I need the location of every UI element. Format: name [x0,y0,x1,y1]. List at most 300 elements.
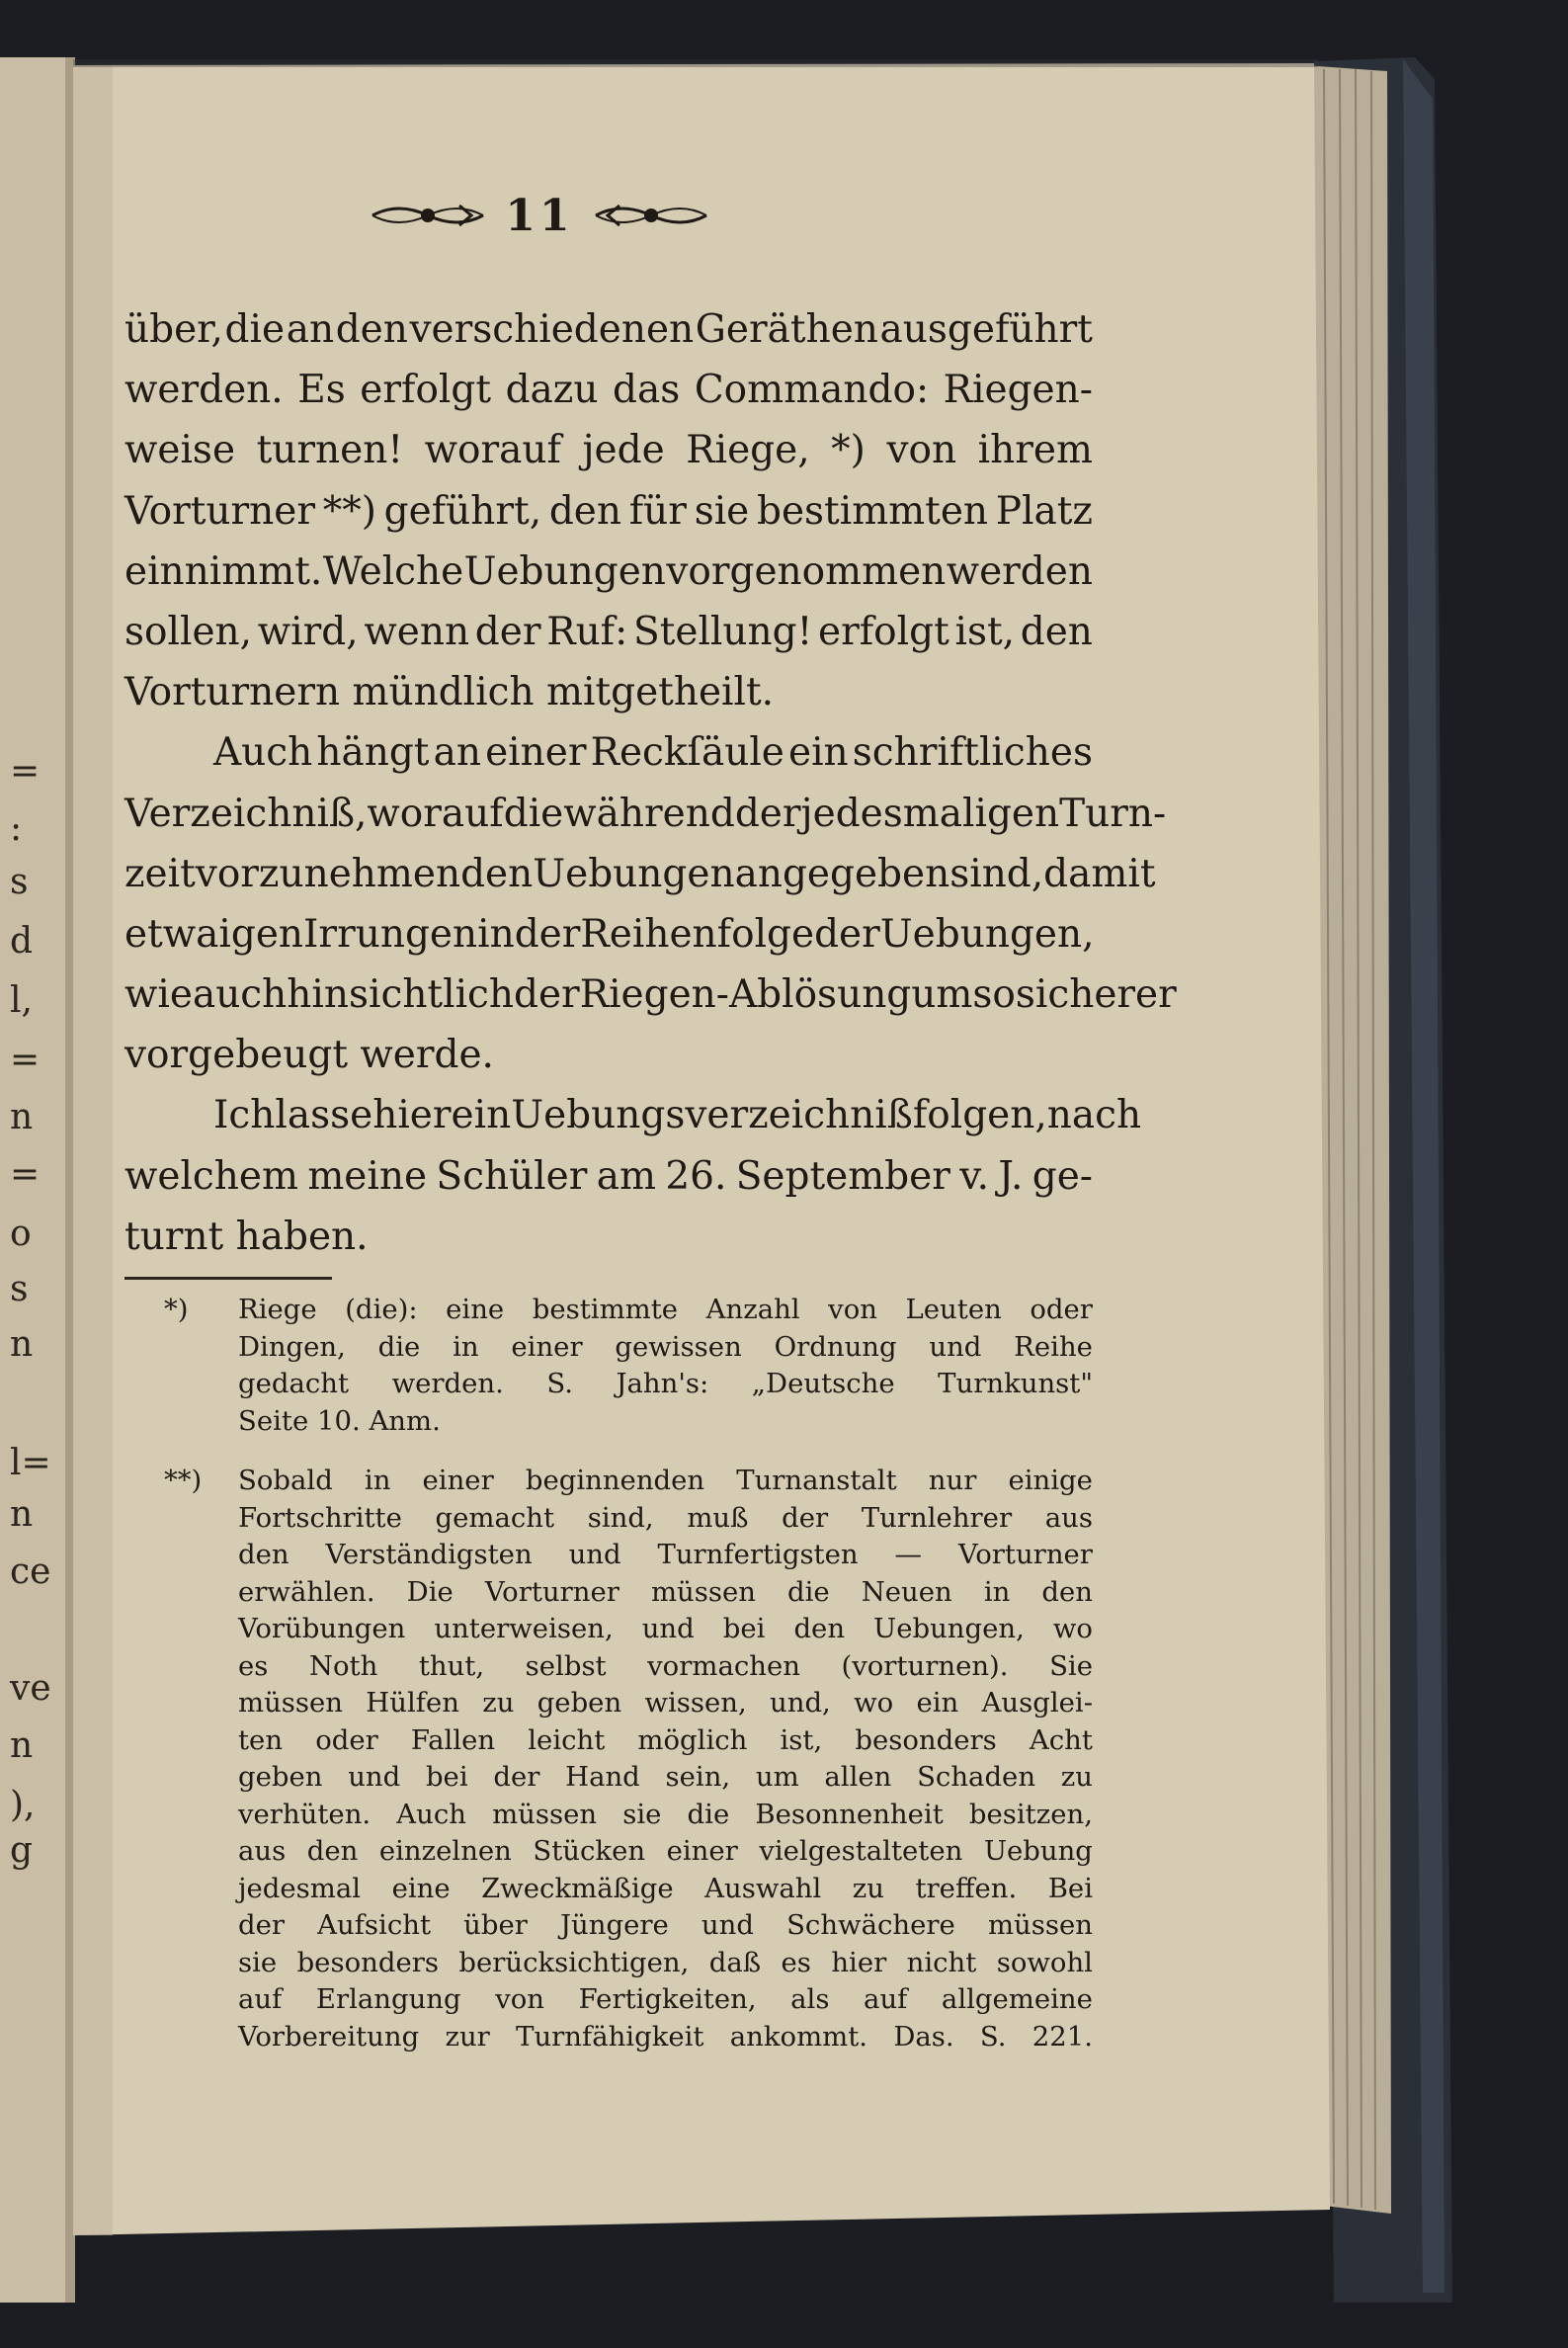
edge-char: : [10,808,23,849]
word: hier [831,1946,887,1978]
word: Dingen, [238,1330,346,1363]
word: über [463,1909,528,1941]
word: Schaden [917,1761,1036,1793]
word: worauf [424,428,561,473]
word: oder [315,1723,378,1756]
word: die [687,1798,730,1830]
word: Welche [322,548,464,594]
word: Uebungen [533,851,735,896]
word: Uebungen, [879,911,1095,957]
word: einnimmt. [124,548,323,594]
word: vielgestalteten [759,1835,963,1867]
word: Fertigkeiten, [578,1983,757,2015]
word: turnen! [256,428,404,473]
word: die [224,307,286,352]
word: an [286,307,335,352]
word: besonders [855,1723,997,1756]
word: werden [946,548,1093,594]
word: — [894,1539,922,1570]
footnote-2 [124,1463,1093,2055]
word: selbst [525,1649,607,1682]
word: einer [485,730,587,776]
word: nach [1046,1093,1142,1138]
word: erwählen. [238,1575,375,1608]
word: dazu [505,368,599,413]
footnote-line [124,1685,1093,1722]
word: so [972,972,1016,1018]
text-line [124,602,1093,662]
word: sicherer [1015,972,1177,1018]
left-ornament-icon [369,198,487,233]
text-line [124,844,1156,904]
word: Stellung! [632,609,813,654]
word: über, [124,307,223,352]
word: worauf [367,791,504,836]
word: schriftliches [852,730,1093,776]
footnote-line [124,1611,1093,1648]
word: in [453,1330,479,1363]
footnote-line [124,1907,1093,1945]
footnote-line [124,1366,1093,1403]
footnote-line [124,1871,1093,1908]
word: sie [622,1798,662,1830]
word: für [628,488,687,534]
word: werden. [124,368,284,413]
word: v. [959,1153,990,1199]
word: werden. [391,1368,504,1399]
word: wo [854,1687,894,1719]
word: die [786,1575,830,1608]
word: thut, [418,1649,485,1682]
word: um [911,972,973,1018]
word: hängt [316,730,430,776]
word: aus [238,1835,287,1867]
footnote-line [124,1759,1093,1797]
text-line: vorgebeugt werde. [124,1033,494,1078]
word: Die [406,1575,454,1608]
footnote-line: Seite 10. Anm. [238,1404,441,1437]
word: beginnenden [525,1465,705,1496]
edge-char: = [10,751,41,792]
edge-char: ve [10,1668,51,1709]
word: den [335,307,408,352]
word: oder [1030,1294,1093,1325]
word: von [495,1983,545,2015]
word: müssen [492,1798,598,1830]
word: ein [916,1687,959,1719]
page-number: 11 [505,190,574,241]
word: vormachen [647,1649,800,1682]
page-header [0,181,1093,250]
word: Ausglei- [981,1687,1093,1719]
word: während [563,791,735,836]
footnote-line [124,1500,1093,1538]
word: sowohl [996,1946,1093,1978]
word: weise [124,428,236,473]
word: den [1020,609,1093,654]
footnote-mark: **) [164,1465,203,1496]
word: Schwächere [786,1909,955,1941]
edge-char: s [10,862,29,902]
word: Jüngere [560,1909,669,1941]
text-line [124,964,1177,1025]
footnote-line [124,1537,1093,1574]
edge-char: o [10,1214,32,1254]
word: nicht [906,1946,977,1978]
word: einige [1008,1465,1093,1496]
word: zeit [124,851,196,896]
word: Acht [1029,1723,1093,1756]
word: Hülfen [366,1687,459,1719]
word: von [828,1294,877,1325]
word: auf [238,1983,283,2015]
word: besonders [296,1946,439,1978]
word: Besonnenheit [755,1798,944,1830]
word: Fortschritte [238,1501,402,1534]
word: müssen [987,1909,1093,1941]
word: Ordnung [774,1330,897,1363]
word: Bei [1047,1872,1093,1904]
word: sollen, [124,609,253,654]
word: 221. [1032,2020,1093,2053]
footnote-rule [124,1277,332,1280]
word: sind, [949,851,1044,896]
word: es [238,1649,269,1682]
text-line [124,1146,1093,1207]
edge-char: s [10,1269,29,1309]
word: „Deutsche [751,1368,895,1399]
word: Verständigsten [325,1539,533,1570]
word: geführt, [383,488,542,534]
word: Uebung [983,1835,1093,1867]
word: Irrungen [303,911,478,957]
word: ten [238,1723,284,1756]
word: sind, [587,1501,654,1534]
word: in [364,1465,391,1496]
word: Riegen-Ablösung [579,972,912,1018]
word: Reckſäule [590,730,784,776]
word: wird, [257,609,359,654]
word: Riegen- [943,368,1093,413]
word: Das. [893,2020,954,2053]
footnote-line [124,2019,1093,2056]
word: und [929,1330,982,1363]
footnote-line [124,1574,1093,1612]
word: sie [694,488,750,534]
word: gedacht [238,1368,350,1399]
word: hier [372,1093,452,1138]
word: allen [824,1761,892,1793]
word: auf [864,1983,908,2015]
word: der [238,1909,286,1941]
word: Turnfähigkeit [516,2020,704,2053]
text-line [124,1085,1142,1145]
word: Vorübungen [238,1613,406,1644]
edge-char: d [10,921,34,962]
word: den [793,1613,846,1644]
word: Riege, [686,428,810,473]
edge-char: n [10,1324,34,1365]
word: Auswahl [704,1872,822,1904]
edge-char: ), [10,1785,36,1825]
word: treffen. [915,1872,1018,1904]
footnote-line [124,1981,1093,2019]
word: Ruf: [546,609,628,654]
word: jedesmal [238,1872,362,1904]
word: berücksichtigen, [458,1946,690,1978]
word: möglich [637,1723,748,1756]
word: jedesmaligen [800,791,1060,836]
word: nur [928,1465,977,1496]
word: einer [666,1835,738,1867]
word: einer [422,1465,494,1496]
word: die [377,1330,421,1363]
word: und [701,1909,754,1941]
word: bestimmten [757,488,989,534]
footnote-line [124,1833,1093,1871]
word: ausgeführt [879,307,1093,352]
word: Turn- [1059,791,1167,836]
word: als [790,1983,830,2015]
word: einer [511,1330,583,1363]
word: ist, [954,609,1016,654]
edge-char: ce [10,1551,51,1592]
word: und [568,1539,621,1570]
word: Neuen [861,1575,952,1608]
word: müssen [650,1575,756,1608]
word: und [348,1761,401,1793]
word: das [613,368,681,413]
footnote-mark: *) [164,1294,189,1325]
word: bei [722,1613,766,1644]
footnote-line [124,1945,1093,1982]
word: Vorturner [124,488,315,534]
word: Erlangung [315,1983,461,2015]
word: besitzen, [968,1798,1093,1830]
word: wenn [364,609,470,654]
word: **) [322,488,376,534]
word: Zweckmäßige [481,1872,674,1904]
word: müssen [238,1687,343,1719]
left-page-margin-letters [0,0,71,2348]
word: von [886,428,957,473]
word: ein [451,1093,512,1138]
word: etwaigen [124,911,304,957]
edge-char: = [10,1040,41,1080]
text-line [124,360,1093,420]
word: um [755,1761,799,1793]
word: der [514,972,580,1018]
text-line [124,420,1093,480]
word: Verzeichniß, [124,791,368,836]
footnote-line [124,1648,1093,1686]
word: Hand [565,1761,640,1793]
word: Ich [213,1093,276,1138]
edge-char: = [10,1154,41,1195]
word: Es [297,368,346,413]
word: daß [708,1946,762,1978]
word: bestimmte [532,1294,679,1325]
footnote-line [124,1722,1093,1760]
word: Fallen [410,1723,496,1756]
word: lasse [275,1093,373,1138]
word: eine [391,1872,451,1904]
word: 26. [665,1153,727,1199]
text-line [124,784,1167,844]
word: wo [1052,1613,1093,1644]
footnote-1 [124,1292,1093,1440]
word: der [814,911,880,957]
word: (vorturnen). [841,1649,1009,1682]
word: wie [124,972,193,1018]
edge-char: n [10,1097,34,1137]
word: Jahn's: [616,1368,709,1399]
word: folgen, [912,1093,1047,1138]
edge-char: l, [10,980,33,1021]
word: und, [770,1687,831,1719]
word: Turnanstalt [736,1465,897,1496]
word: ihrem [977,428,1093,473]
word: der [514,911,581,957]
word: *) [831,428,866,473]
word: verhüten. [238,1798,371,1830]
word: zu [482,1687,515,1719]
text-line: turnt haben. [124,1214,369,1259]
edge-char: n [10,1725,34,1766]
word: Auch [213,730,313,776]
text-line: Vorturnern mündlich mitgetheilt. [124,670,775,715]
edge-char: g [10,1830,34,1871]
word: muß [687,1501,749,1534]
word: Schüler [436,1153,588,1199]
word: wissen, [644,1687,747,1719]
word: der [474,609,541,654]
word: J. [998,1153,1024,1199]
word: angegeben [734,851,950,896]
word: September [735,1153,950,1199]
word: damit [1043,851,1156,896]
text-line [124,542,1093,602]
word: zu [1060,1761,1093,1793]
word: (die): [345,1294,418,1325]
edge-char: l= [10,1443,51,1483]
word: meine [307,1153,428,1199]
word: geben [238,1761,323,1793]
word: in [477,911,515,957]
text-line [124,722,1093,783]
word: einzelnen [378,1835,512,1867]
word: Auch [396,1798,466,1830]
word: hinsichtlich [287,972,515,1018]
word: der [734,791,801,836]
word: vorzunehmenden [195,851,534,896]
word: Uebungen, [873,1613,1025,1644]
word: Platz [995,488,1093,534]
word: der [782,1501,829,1534]
word: Stücken [533,1835,646,1867]
word: vorgenommen [666,548,947,594]
word: Turnkunst" [938,1368,1093,1399]
word: in [983,1575,1011,1608]
word: geben [536,1687,622,1719]
text-line [124,299,1093,360]
word: Commando: [694,368,930,413]
word: auch [192,972,288,1018]
word: ankommt. [729,2020,868,2053]
word: zu [852,1872,884,1904]
body-text [124,299,1177,1267]
word: ge- [1032,1153,1093,1199]
word: gemacht [435,1501,555,1534]
word: sie [238,1946,278,1978]
word: Leuten [905,1294,1002,1325]
word: ein [787,730,849,776]
word: Anzahl [705,1294,800,1325]
word: Noth [308,1649,378,1682]
word: Turnlehrer [861,1501,1013,1534]
text-line [124,481,1093,542]
word: Uebungsverzeichniß [511,1093,913,1138]
word: an [433,730,481,776]
word: Sobald [238,1465,333,1496]
word: die [503,791,564,836]
word: gewissen [615,1330,742,1363]
word: leicht [528,1723,606,1756]
word: S. [546,1368,573,1399]
word: eine [446,1294,505,1325]
word: Geräthen [695,307,878,352]
word: jede [582,428,665,473]
word: bei [425,1761,468,1793]
word: Vorturner [957,1539,1093,1570]
word: am [596,1153,656,1199]
word: Reihenfolge [580,911,815,957]
word: S. [979,2020,1007,2053]
word: erfolgt [360,368,492,413]
word: Vorturner [484,1575,619,1608]
word: Riege [238,1294,317,1325]
word: und [641,1613,695,1644]
word: Reihe [1014,1330,1093,1363]
footnote-line [124,1797,1093,1834]
word: Aufsicht [317,1909,431,1941]
word: der [493,1761,540,1793]
word: sein, [665,1761,731,1793]
word: verschiedenen [409,307,695,352]
word: allgemeine [941,1983,1093,2015]
word: Uebungen [463,548,666,594]
footnote-line [124,1329,1093,1367]
text-line [124,904,1093,964]
page-text [124,181,1177,2055]
word: Sie [1049,1649,1093,1682]
word: den [238,1539,289,1570]
right-ornament-icon [592,198,710,233]
edge-char: n [10,1494,34,1535]
word: den [1041,1575,1093,1608]
word: den [306,1835,359,1867]
word: welchem [124,1153,298,1199]
word: erfolgt [818,609,949,654]
word: unterweisen, [434,1613,614,1644]
word: Turnfertigsten [657,1539,859,1570]
word: Vorbereitung [238,2020,420,2053]
word: es [781,1946,811,1978]
word: den [548,488,622,534]
word: zur [445,2020,490,2053]
word: ist, [780,1723,823,1756]
word: aus [1044,1501,1093,1534]
